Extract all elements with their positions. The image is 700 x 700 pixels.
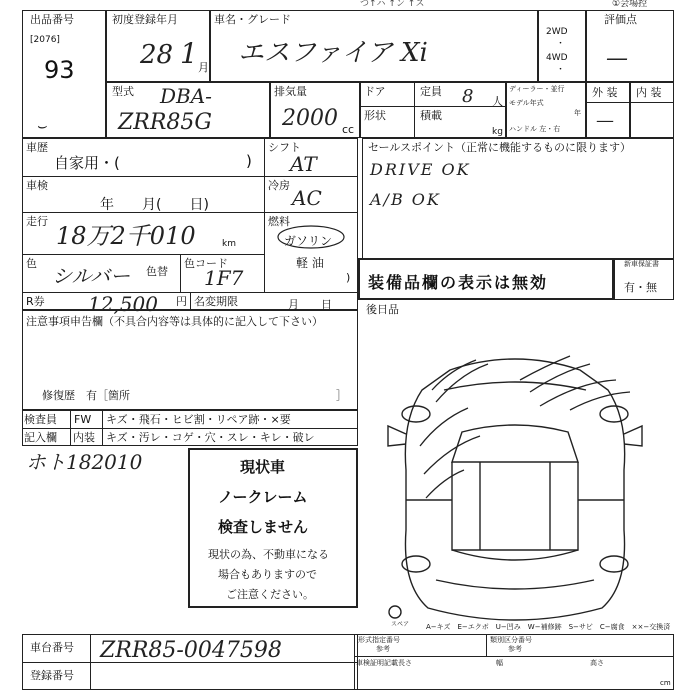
row-line-1 <box>22 176 264 177</box>
right-line-1 <box>264 176 358 177</box>
ac-value: AC <box>292 186 322 210</box>
cert-ref: 参考 <box>376 645 390 653</box>
width-label: 幅 <box>496 659 503 667</box>
fw-label: FW <box>74 413 92 426</box>
mileage-value: 18万2千010 <box>56 222 196 250</box>
lot-tick: ⌣ <box>36 116 47 135</box>
right-line-2 <box>264 212 358 213</box>
load-label: 積載 <box>420 109 442 122</box>
load-unit: kg <box>492 127 503 137</box>
notice-line-4: 現状の為、不動車になる <box>208 548 329 561</box>
dealer-label: ディーラー・並行 <box>509 85 565 93</box>
color-code-label: 色コード <box>184 257 228 270</box>
body-cert-label: 車検証明記載 <box>356 659 398 667</box>
color-label: 色 <box>26 257 37 270</box>
drive-dot-2: ・ <box>556 65 566 75</box>
sales-line-2: A/B OK <box>370 190 441 209</box>
fuel-label: 燃料 <box>268 215 290 228</box>
copy-label: ①会場控 <box>612 0 648 9</box>
exterior-value: — <box>596 110 614 131</box>
purpose-label: 類別区分番号 <box>490 636 532 644</box>
capacity-value: 8 <box>462 86 474 107</box>
fuel-circle <box>276 224 346 250</box>
cc-label: 排気量 <box>274 85 307 98</box>
chassis-divider <box>90 634 91 690</box>
fuel-alt: 軽 油 <box>296 256 324 270</box>
handle-label: ハンドル 左・右 <box>509 125 561 133</box>
inspector-label: 検査員 <box>24 413 57 426</box>
lot-number: 93 <box>44 56 75 84</box>
svg-text:スペア: スペア <box>391 621 410 628</box>
spec-mid-line <box>360 106 506 107</box>
door-label: ドア <box>364 85 386 98</box>
entry-divider-1 <box>70 410 71 446</box>
equipment-notice-text: 装備品欄の表示は無効 <box>368 273 549 292</box>
notice-line-2: ノークレーム <box>218 488 308 506</box>
mileage-unit: km <box>222 239 236 249</box>
car-name: エスファイア Xi <box>238 38 428 68</box>
exterior-label: 外 装 <box>592 86 618 99</box>
cm-unit: cm <box>660 679 671 687</box>
ext-int-line <box>586 102 674 103</box>
shift-label: シフト <box>268 141 301 154</box>
shift-value: AT <box>290 152 317 176</box>
shape-divider <box>414 106 415 138</box>
rating-value: — <box>606 46 628 71</box>
recycle-value: 12,500 <box>88 292 158 316</box>
damage-legend: A−キズ E−エクボ U−凹み W−補修跡 S−サビ C−腐食 ××−交換済 <box>426 623 671 631</box>
color-no-label: 色替 <box>146 265 168 278</box>
left-inner-divider <box>264 138 265 292</box>
repair-label: 修復歴 有［箇所 <box>42 389 130 402</box>
cert-label: 形式指定番号 <box>358 636 400 644</box>
inspection-label: 車検 <box>26 179 48 192</box>
chassis-value: ZRR85-0047598 <box>100 638 282 663</box>
inspection-value: 年 月( 日) <box>100 197 209 213</box>
notes-label: 注意事項申告欄（不具合内容等は具体的に記入して下さい） <box>26 315 323 328</box>
later-label: 後日品 <box>366 303 399 316</box>
interior-label: 内 装 <box>636 86 662 99</box>
fuel-paren-close: ) <box>346 271 351 284</box>
model-prefix: DBA- <box>160 84 212 108</box>
name-label: 車名・グレード <box>214 13 291 26</box>
row-line-3 <box>22 254 264 255</box>
length-label: 長さ <box>398 659 412 667</box>
notice-line-6: ご注意ください。 <box>226 588 314 601</box>
ac-label: 冷房 <box>268 179 290 192</box>
history-value: 自家用・( <box>54 154 120 172</box>
model-year-label: モデル年式 <box>509 99 544 107</box>
color-value: シルバー <box>52 264 131 288</box>
fw-items: キズ・飛石・ヒビ割・リペア跡・×要 <box>106 413 291 426</box>
notice-line-1: 現状車 <box>240 458 286 476</box>
color-code-value: 1F7 <box>204 266 244 290</box>
entry-label: 記入欄 <box>24 431 57 444</box>
reg-label: 初度登録年月 <box>112 13 178 26</box>
entry-mid-line <box>22 428 358 429</box>
capacity-unit: 人 <box>492 95 503 108</box>
repair-close: ］ <box>336 389 347 402</box>
drive-2wd: 2WD <box>546 27 568 37</box>
cc-value: 2000 <box>282 106 338 131</box>
capacity-label: 定員 <box>420 85 442 98</box>
inspector-value: ホト182010 <box>26 450 143 474</box>
car-body-diagram <box>380 350 650 630</box>
warranty-value: 有・無 <box>624 281 657 294</box>
purpose-ref: 参考 <box>508 645 522 653</box>
cc-unit: cc <box>342 123 355 136</box>
color-divider <box>180 254 181 292</box>
name-limit-value: 月 日 <box>288 298 332 311</box>
cert-divider <box>486 634 487 656</box>
history-close: ) <box>246 152 252 170</box>
sales-line-1: DRIVE OK <box>370 160 471 179</box>
history-label: 車歴 <box>26 141 48 154</box>
interior-items: キズ・汚レ・コゲ・穴・スレ・キレ・破レ <box>106 431 315 444</box>
sales-label: セールスポイント（正常に機能するものに限ります） <box>368 141 632 154</box>
recycle-label: R券 <box>26 295 45 308</box>
notice-line-3: 検査しません <box>218 518 309 536</box>
drive-dot-1: ・ <box>556 39 566 49</box>
cert-mid-line <box>354 656 674 657</box>
recycle-unit: 円 <box>176 295 187 308</box>
shape-label: 形状 <box>364 109 386 122</box>
chassis-label: 車台番号 <box>30 641 74 654</box>
entry-divider-2 <box>102 410 103 446</box>
reg-no-label: 登録番号 <box>30 669 74 682</box>
model-label: 型式 <box>112 85 134 98</box>
warranty-label: 新車保証書 <box>624 260 659 268</box>
notice-line-5: 場合もありますので <box>218 568 317 581</box>
door-divider <box>414 82 415 106</box>
top-cut-text: つ↑ハ ↑ン ↑ス <box>360 0 425 9</box>
reg-month: 1 <box>180 37 198 70</box>
recycle-divider <box>190 292 191 310</box>
interior-check-label: 内装 <box>73 431 95 444</box>
model-code: ZRR85G <box>118 110 212 135</box>
mileage-label: 走行 <box>26 215 48 228</box>
lot-code: [2076] <box>30 35 60 45</box>
lot-label: 出品番号 <box>30 13 74 26</box>
rating-label: 評価点 <box>604 13 637 26</box>
drive-4wd: 4WD <box>546 53 568 63</box>
name-limit-label: 名変期限 <box>194 295 238 308</box>
fuel-value: ガソリン <box>284 234 333 248</box>
month-unit: 月 <box>198 61 209 74</box>
model-year-unit: 年 <box>574 109 581 117</box>
reg-year: 28 <box>140 40 174 70</box>
height-label: 高さ <box>590 659 604 667</box>
